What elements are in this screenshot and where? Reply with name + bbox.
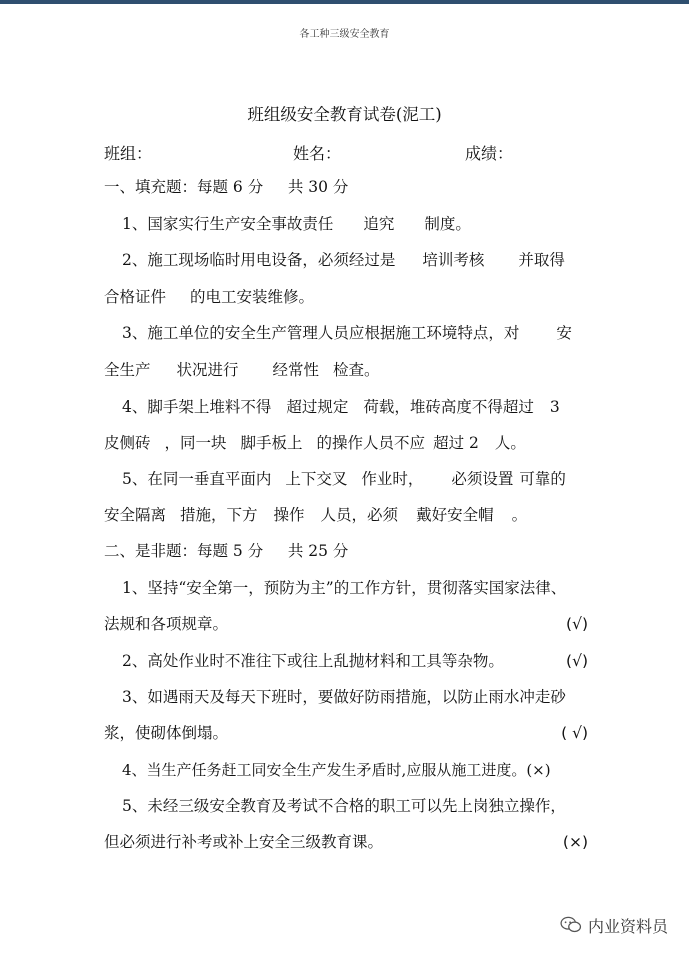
judge-answer-3: ( √) — [561, 724, 588, 742]
fill-question-3-line2 — [104, 359, 590, 381]
judge-answer-5: (×) — [562, 833, 588, 851]
question-text: 状况进行 — [176, 361, 239, 379]
question-text: 人员，必须 — [320, 506, 399, 524]
judge-answer-1: (√) — [566, 615, 588, 633]
answer: 戴好安全帽 — [416, 506, 494, 524]
question-text: 4、脚手架上堆料不得 — [122, 398, 272, 416]
question-text: 1、国家实行生产安全事故责任 — [122, 215, 334, 233]
score-field-label: 成绩： — [465, 144, 514, 163]
question-text: ，同一块 — [164, 434, 227, 452]
answer: 经常性 — [272, 361, 320, 379]
fill-question-5-line2 — [104, 504, 590, 526]
answer: 超过 2 — [433, 434, 479, 452]
judge-question-3-line2: 浆，使砌体倒塌。 — [104, 724, 229, 742]
answer: 安 — [556, 324, 572, 342]
answer: 上下交叉 — [285, 470, 348, 488]
class-field-label: 班组： — [104, 144, 153, 163]
answer: 追究 — [363, 215, 395, 233]
judge-question-1-line2: 法规和各项规章。 — [104, 615, 229, 633]
question-text: 3、施工单位的安全生产管理人员应根据施工环境特点，对 — [122, 324, 520, 342]
answer: 3 — [549, 398, 560, 416]
section2-heading: 二、是非题：每题 5 分 共 25 分 — [104, 542, 349, 560]
top-border — [0, 0, 689, 4]
answer: 脚手板上 — [240, 434, 303, 452]
question-tail: 检查。 — [333, 361, 380, 379]
fill-question-1 — [122, 213, 608, 235]
answer: 超过规定 — [286, 398, 349, 416]
running-header: 各工种三级安全教育 — [299, 29, 390, 40]
judge-question-5-line2: 但必须进行补考或补上安全三级教育课。 — [104, 833, 384, 851]
judge-question-2: 2、高处作业时不准往下或往上乱抛材料和工具等杂物。 — [122, 652, 504, 670]
fill-question-2-line1 — [122, 249, 590, 271]
question-tail: 并取得 — [518, 251, 565, 269]
question-text: 的操作人员不应 — [316, 434, 426, 452]
wechat-icon — [560, 916, 582, 934]
question-text: 2、施工现场临时用电设备，必须经过是 — [122, 251, 396, 269]
judge-answer-2: (√) — [566, 652, 588, 670]
question-tail: 可靠的 — [519, 470, 566, 488]
question-text: 作业时， — [361, 470, 424, 488]
judge-question-3-line1: 3、如遇雨天及每天下班时，要做好防雨措施，以防止雨水冲走砂 — [122, 688, 566, 706]
answer: 合格证件 — [104, 288, 167, 306]
judge-question-4: 4、当生产任务赶工同安全生产发生矛盾时,应服从施工进度。(×) — [122, 761, 551, 779]
watermark-label: 内业资料员 — [588, 916, 669, 936]
question-text: 荷载，堆砖高度不得超过 — [363, 398, 534, 416]
question-tail: 制度。 — [424, 215, 471, 233]
fill-question-5-line1 — [122, 468, 608, 490]
watermark — [560, 913, 668, 937]
fill-question-3-line1 — [122, 322, 608, 344]
fill-question-4-line1 — [122, 396, 608, 418]
judge-question-1-line1: 1、坚持“安全第一，预防为主”的工作方针，贯彻落实国家法律、 — [122, 579, 567, 597]
judge-question-5-line1: 5、未经三级安全教育及考试不合格的职工可以先上岗独立操作， — [122, 797, 566, 815]
answer: 安全隔离 — [104, 506, 167, 524]
answer: 操作 — [273, 506, 305, 524]
name-field-label: 姓名： — [293, 144, 342, 163]
answer: 培训考核 — [422, 251, 485, 269]
fill-question-4-line2 — [104, 432, 590, 454]
question-text: 5、在同一垂直平面内 — [122, 470, 272, 488]
question-text: 措施，下方 — [180, 506, 258, 524]
fill-question-2-line2 — [104, 286, 590, 308]
answer: 全生产 — [104, 361, 151, 379]
section1-heading: 一、填充题：每题 6 分 共 30 分 — [104, 178, 349, 196]
answer: 皮侧砖 — [104, 434, 151, 452]
answer: 必须设置 — [451, 470, 514, 488]
page-title: 班组级安全教育试卷(泥工) — [247, 105, 442, 124]
question-tail: 人。 — [494, 434, 526, 452]
question-tail: 。 — [511, 506, 528, 524]
question-tail: 的电工安装维修。 — [190, 288, 315, 306]
